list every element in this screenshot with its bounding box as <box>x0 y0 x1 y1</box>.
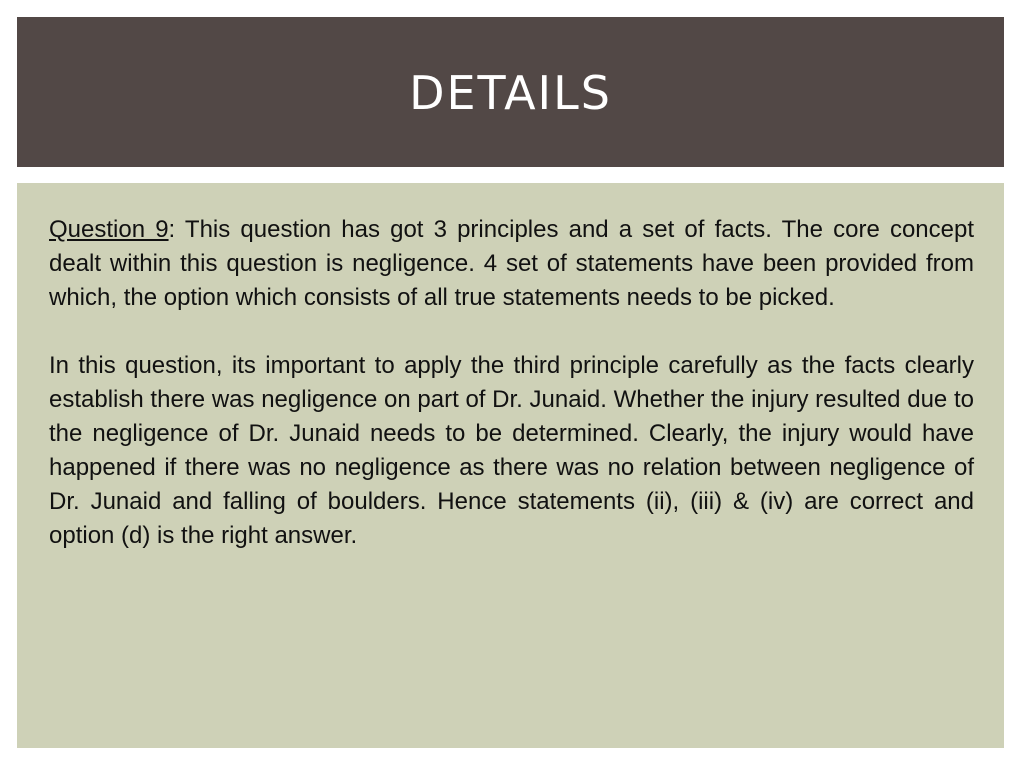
paragraph-explanation: In this question, its important to apply the third principle carefully as the facts clearly establish there was negligence on part of Dr. Junaid. Whether the injury resulted due to the negligence of Dr. Junaid needs to be determined. Clearly, the injury would have happened if there was no negligence as there was no relation between negligence of Dr. Junaid and falling of boulders. Hence statements (ii), (iii) & (iv) are correct and option (d) is the right answer. <box>49 352 974 549</box>
content-box <box>17 183 1004 748</box>
question-text: : This question has got 3 principles and a set of facts. The core concept dealt within this question is negligence. 4 set of statements have been provided from which, the option which consists of all true statements needs to be picked. <box>49 216 974 311</box>
question-label: Question 9 <box>49 216 169 243</box>
paragraph-question <box>49 213 974 315</box>
title-bar <box>17 17 1004 167</box>
slide-title: DETAILS <box>409 66 612 120</box>
